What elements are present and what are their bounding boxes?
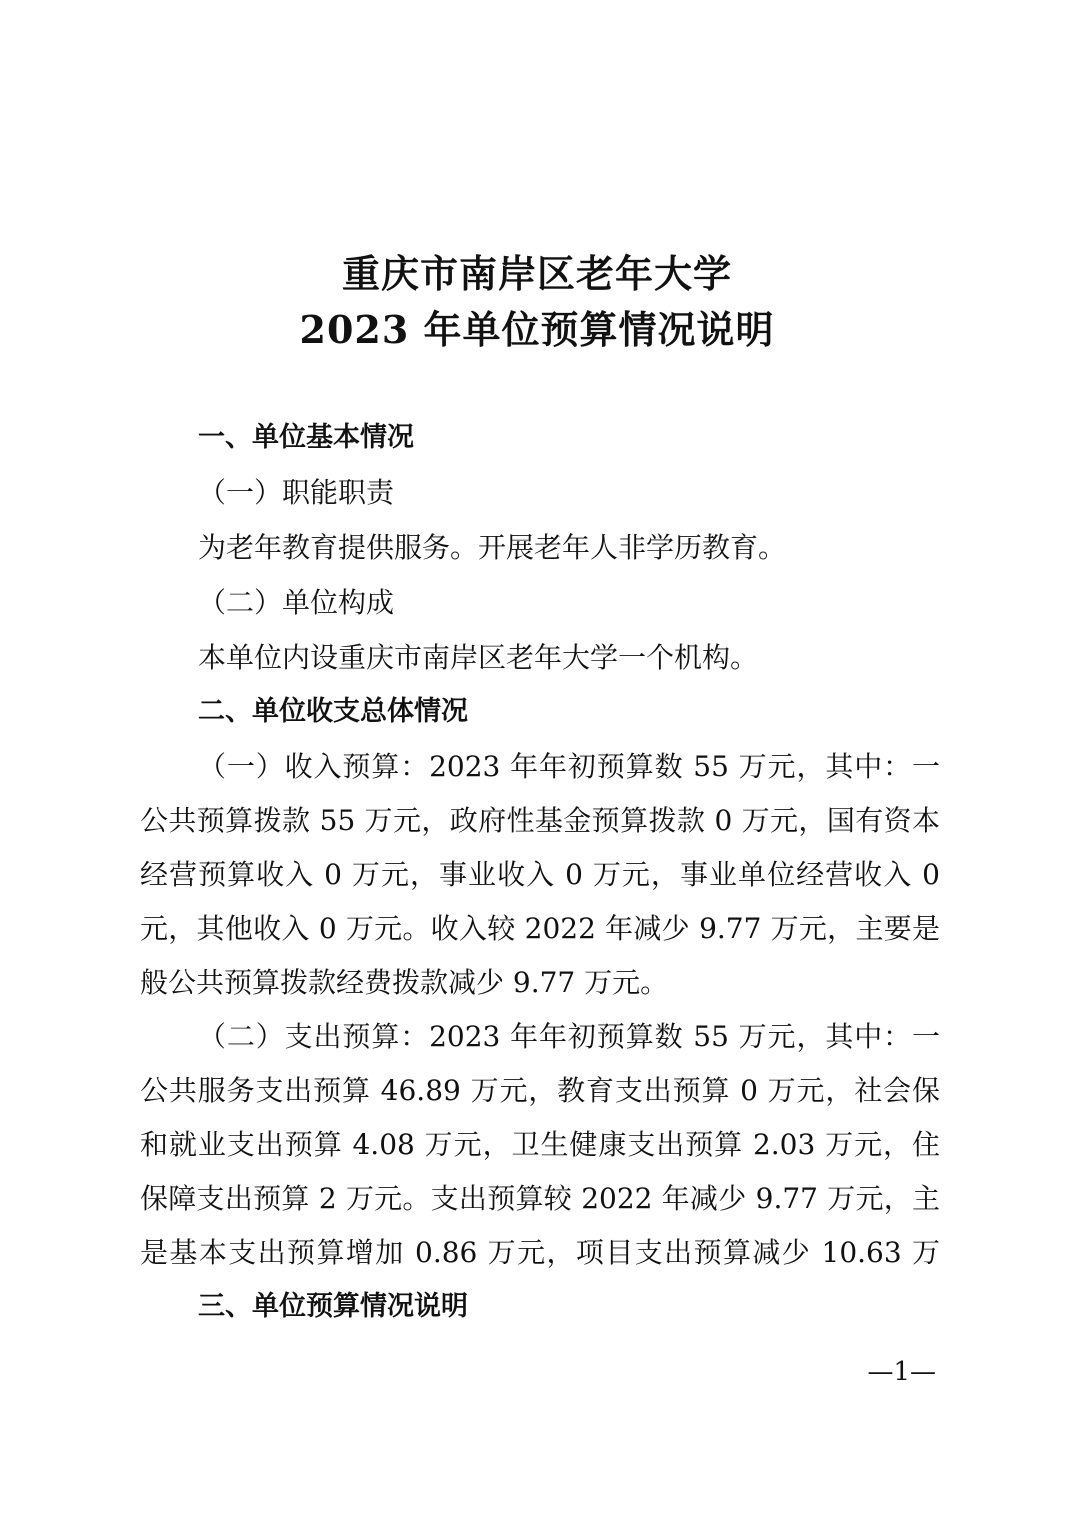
section3-heading: 三、单位预算情况说明 [198, 1291, 468, 1322]
expense-line: 和就业支出预算 4.08 万元，卫生健康支出预算 2.03 万元，住 [140, 1128, 940, 1161]
expense-line: 公共服务支出预算 46.89 万元，教育支出预算 0 万元，社会保 [140, 1074, 940, 1107]
section1-sub2-heading: （二）单位构成 [198, 586, 395, 619]
income-line: （一）收入预算：2023 年年初预算数 55 万元，其中：一 [198, 750, 940, 783]
section2-heading: 二、单位收支总体情况 [198, 696, 468, 727]
income-line: 经营预算收入 0 万元，事业收入 0 万元，事业单位经营收入 0 [140, 858, 940, 891]
section1-sub2-text: 本单位内设重庆市南岸区老年大学一个机构。 [198, 641, 759, 674]
section1-sub1-heading: （一）职能职责 [198, 476, 395, 509]
section1-sub1-text: 为老年教育提供服务。开展老年人非学历教育。 [198, 531, 787, 564]
page-number: —1— [867, 1357, 936, 1387]
income-line: 般公共预算拨款经费拨款减少 9.77 万元。 [140, 966, 669, 999]
document-title-line2: 2023 年单位预算情况说明 [299, 307, 775, 352]
expense-line: （二）支出预算：2023 年年初预算数 55 万元，其中：一 [198, 1020, 940, 1053]
document-title-line1: 重庆市南岸区老年大学 [341, 251, 732, 296]
expense-line: 保障支出预算 2 万元。支出预算较 2022 年减少 9.77 万元，主 [140, 1182, 940, 1215]
expense-line: 是基本支出预算增加 0.86 万元，项目支出预算减少 10.63 万 [140, 1236, 940, 1269]
income-line: 公共预算拨款 55 万元，政府性基金预算拨款 0 万元，国有资本 [140, 804, 940, 837]
section1-heading: 一、单位基本情况 [198, 422, 414, 453]
income-line: 元，其他收入 0 万元。收入较 2022 年减少 9.77 万元，主要是 [140, 912, 940, 945]
